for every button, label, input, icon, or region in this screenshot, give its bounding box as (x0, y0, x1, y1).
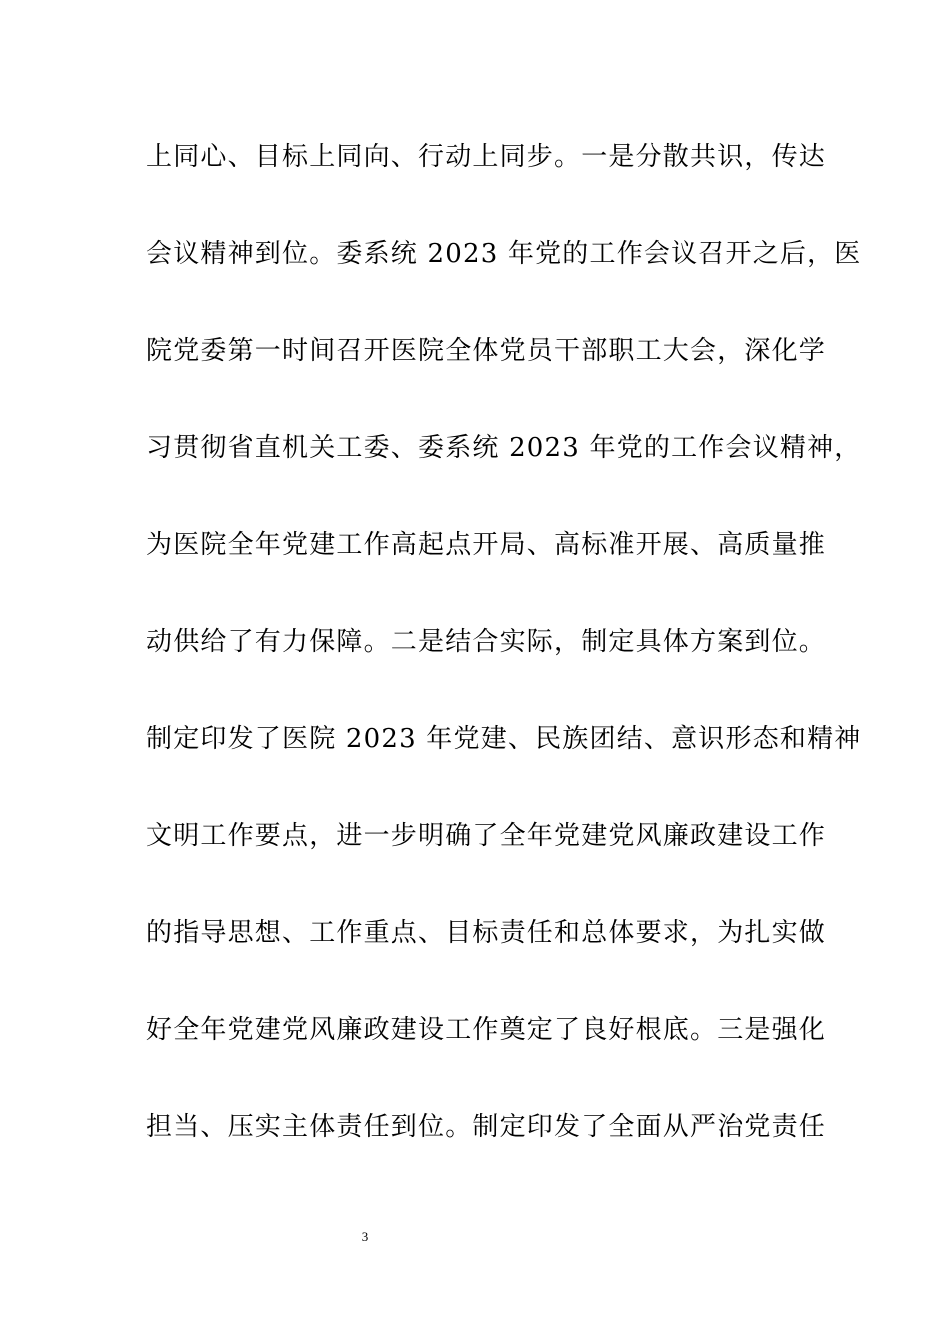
text-line: 为医院全年党建工作高起点开局、高标准开展、高质量推 (146, 530, 827, 560)
text-line: 习贯彻省直机关工委、委系统 2023 年党的工作会议精神， (146, 433, 862, 463)
text-line: 院党委第一时间召开医院全体党员干部职工大会，深化学 (146, 336, 827, 366)
text-line: 好全年党建党风廉政建设工作奠定了良好根底。三是强化 (146, 1015, 827, 1045)
text-line: 制定印发了医院 2023 年党建、民族团结、意识形态和精神 (146, 724, 862, 754)
body-text (146, 133, 862, 1200)
page-number: 3 (361, 1229, 369, 1244)
text-line: 上同心、目标上同向、行动上同步。一是分散共识，传达 (146, 142, 827, 172)
text-line: 文明工作要点，进一步明确了全年党建党风廉政建设工作 (146, 821, 827, 851)
text-line: 担当、压实主体责任到位。制定印发了全面从严治党责任 (146, 1112, 827, 1142)
text-line: 会议精神到位。委系统 2023 年党的工作会议召开之后，医 (146, 239, 862, 269)
text-line: 动供给了有力保障。二是结合实际，制定具体方案到位。 (146, 627, 827, 657)
text-line: 的指导思想、工作重点、目标责任和总体要求，为扎实做 (146, 918, 827, 948)
